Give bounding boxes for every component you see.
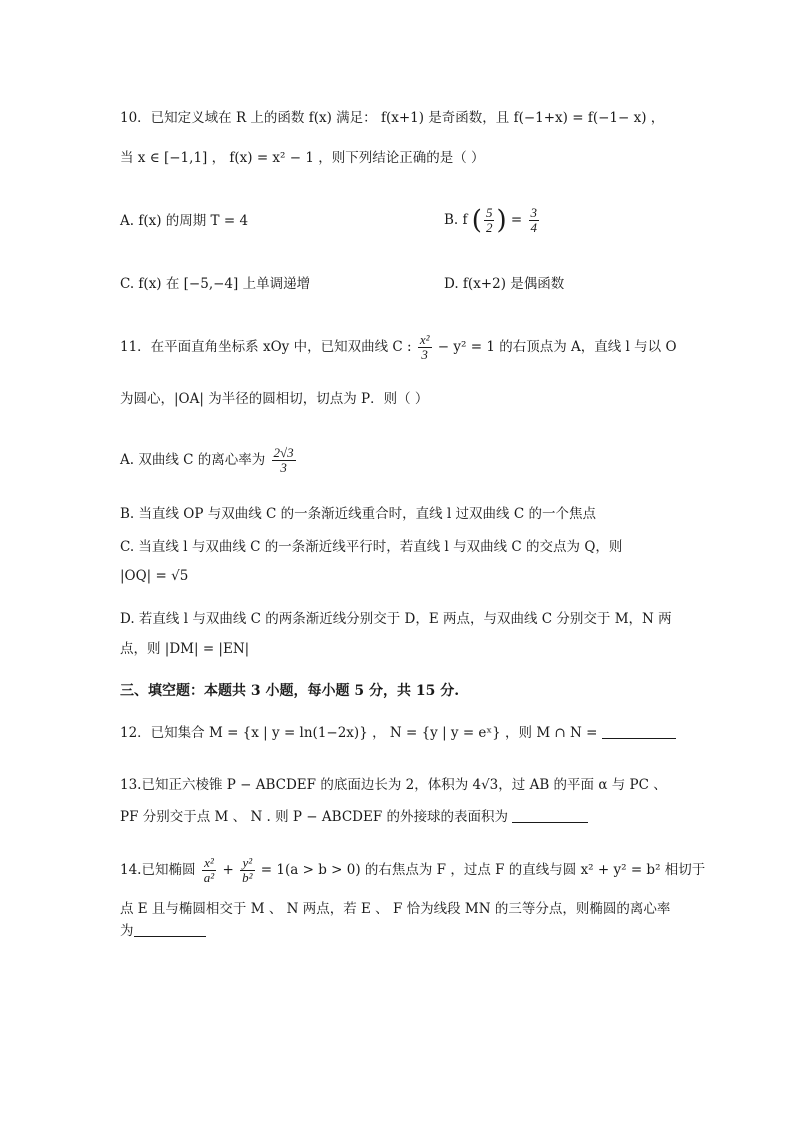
fraction-numerator: 2√3 <box>273 445 294 460</box>
fraction-denominator: 3 <box>280 460 287 475</box>
q13-answer-blank[interactable] <box>512 808 588 823</box>
q12-stem <box>120 722 676 744</box>
fraction-denominator: 3 <box>421 347 428 362</box>
q11-option-b: B. 当直线 OP 与双曲线 C 的一条渐近线重合时，直线 l 过双曲线 C 的一个焦点 <box>120 506 596 522</box>
q14-prefix: 14.已知椭圆 <box>120 862 196 878</box>
fraction-numerator: x² <box>419 332 430 347</box>
q11-option-d-line1: D. 若直线 l 与双曲线 C 的两条渐近线分别交于 D，E 两点，与双曲线 C 分别交于 M，N 两 <box>120 611 672 627</box>
q10-option-b-paren-left: ( <box>471 205 482 236</box>
q11-option-a <box>120 440 298 480</box>
q14-line3-text: 为 <box>120 923 134 939</box>
q14-ellipse-fraction-y <box>240 856 254 885</box>
q13-line2-text: PF 分别交于点 M 、 N . 则 P − ABCDEF 的外接球的表面积为 <box>120 809 508 825</box>
q14-plus: + <box>222 862 234 878</box>
fraction-numerator: y² <box>240 856 254 871</box>
q12-text: 12．已知集合 M = {x | y = ln(1−2x)} ， N = {y | y = eˣ} ，则 M ∩ N = <box>120 725 598 741</box>
fraction-numerator: 5 <box>485 205 493 220</box>
q10-option-b-equals: = <box>510 212 523 228</box>
fraction-denominator: 2 <box>485 220 493 235</box>
q10-option-d: D. f(x+2) 是偶函数 <box>444 276 565 292</box>
q13-stem-line2 <box>120 806 588 828</box>
q11-option-c-line1: C. 当直线 l 与双曲线 C 的一条渐近线平行时，若直线 l 与双曲线 C 的交点为 Q，则 <box>120 539 623 555</box>
q10-option-a: A. f(x) 的周期 T = 4 <box>120 213 249 229</box>
q14-answer-blank[interactable] <box>134 922 206 937</box>
q10-option-b <box>444 200 541 241</box>
q11-option-c-line2: |OQ| = √5 <box>120 568 189 584</box>
q11-stem-line1 <box>120 327 677 367</box>
q10-stem-line2: 当 x ∈ [−1,1] ， f(x) = x² − 1 ，则下列结论正确的是（ ） <box>120 150 485 166</box>
q11-option-d-line2: 点，则 |DM| = |EN| <box>120 641 250 657</box>
q10-option-b-prefix: B. f <box>444 212 468 228</box>
q10-option-b-arg-fraction <box>484 206 495 235</box>
q11-hyperbola-fraction <box>418 333 432 362</box>
fraction-denominator: 4 <box>530 220 538 235</box>
q10-option-c: C. f(x) 在 [−5,−4] 上单调递增 <box>120 276 311 292</box>
q14-stem-line3 <box>120 920 206 942</box>
q10-option-b-paren-right: ) <box>496 205 507 236</box>
section-3-heading: 三、填空题：本题共 3 小题，每小题 5 分，共 15 分. <box>120 683 460 699</box>
q11-stem-line1-start: 11．在平面直角坐标系 xOy 中，已知双曲线 C : <box>120 339 412 355</box>
q11-option-a-fraction <box>272 446 296 475</box>
fraction-numerator: 3 <box>530 205 538 220</box>
q13-stem-line1: 13.已知正六棱锥 P − ABCDEF 的底面边长为 2，体积为 4√3，过 AB 的平面 α 与 PC 、 <box>120 777 667 793</box>
q10-stem-line1: 10．已知定义域在 R 上的函数 f(x) 满足： f(x+1) 是奇函数，且 f(−1+x) = f(−1− x) ， <box>120 110 665 126</box>
q14-stem-line2: 点 E 且与椭圆相交于 M 、 N 两点，若 E 、 F 恰为线段 MN 的三等分点，则椭圆的离心率 <box>120 901 671 917</box>
fraction-denominator: b² <box>242 870 253 885</box>
q11-option-a-text: A. 双曲线 C 的离心率为 <box>120 452 266 468</box>
q11-stem-line1-end: − y² = 1 的右顶点为 A，直线 l 与以 O <box>437 339 677 355</box>
q12-answer-blank[interactable] <box>602 724 676 739</box>
q14-stem-line1 <box>120 850 705 890</box>
fraction-denominator: a² <box>203 870 215 885</box>
fraction-numerator: x² <box>202 856 216 871</box>
q14-line1-rest: = 1(a > b > 0) 的右焦点为 F ，过点 F 的直线与圆 x² + y² = b² 相切于 <box>260 862 706 878</box>
q11-stem-line2: 为圆心，|OA| 为半径的圆相切，切点为 P．则（ ） <box>120 391 429 407</box>
q14-ellipse-fraction-x <box>202 856 216 885</box>
q10-option-b-value-fraction <box>529 206 540 235</box>
